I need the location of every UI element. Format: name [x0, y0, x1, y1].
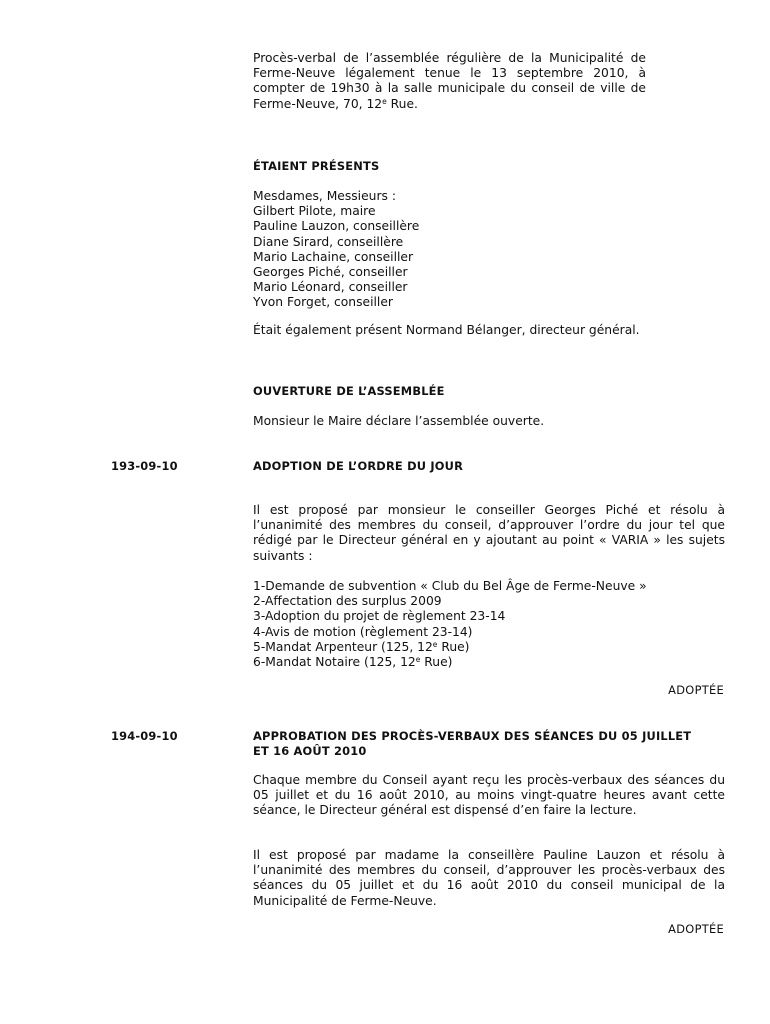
varia-item-text: 6-Mandat Notaire (125, 12	[253, 655, 416, 670]
varia-item-text: 5-Mandat Arpenteur (125, 12	[253, 639, 433, 654]
resolution-193-heading-block	[253, 459, 725, 474]
salutation: Mesdames, Messieurs :	[253, 189, 396, 203]
resolution-heading: ADOPTION DE L’ORDRE DU JOUR	[253, 459, 464, 473]
resolution-194-para1	[253, 773, 725, 819]
member-item: Gilbert Pilote, maire	[253, 204, 376, 219]
also-present	[253, 323, 725, 338]
varia-list	[253, 579, 725, 670]
member-item: Georges Piché, conseiller	[253, 265, 408, 280]
resolution-text: Il est proposé par monsieur le conseiller Georges Piché et résolu à l’unanimité des membres du conseil, d’approuver l’ordre du jour tel que rédigé par le Directeur général en y ajoutant au point « VARIA » les sujets suivants :	[253, 503, 725, 563]
varia-item-text-end: Rue)	[437, 639, 470, 654]
attendance-heading: ÉTAIENT PRÉSENTS	[253, 159, 380, 173]
varia-item: 2-Affectation des surplus 2009	[253, 594, 442, 609]
resolution-194-heading-block	[253, 729, 725, 759]
resolution-194-para2	[253, 848, 725, 909]
resolution-number: 194-09-10	[111, 729, 178, 743]
adoption-status: ADOPTÉE	[668, 922, 724, 936]
varia-item: 4-Avis de motion (règlement 23-14)	[253, 624, 473, 639]
intro-paragraph	[253, 51, 646, 112]
opening-heading: OUVERTURE DE L’ASSEMBLÉE	[253, 384, 445, 398]
attendance-list	[253, 189, 725, 311]
varia-item	[253, 655, 725, 670]
member-item: Yvon Forget, conseiller	[253, 295, 393, 310]
intro-text: Procès-verbal de l’assemblée régulière de la Municipalité de Ferme-Neuve légalement tenue le 13 septembre 2010, à compter de 19h30 à la salle municipale du conseil de ville de Ferme-Neuve, 70, 12	[253, 51, 646, 111]
adoption-status: ADOPTÉE	[668, 683, 724, 697]
opening-text: Monsieur le Maire déclare l’assemblée ouverte.	[253, 414, 545, 428]
varia-item: 3-Adoption du projet de règlement 23-14	[253, 609, 506, 624]
varia-item	[253, 640, 725, 655]
opening-section	[253, 384, 725, 399]
member-item: Mario Lachaine, conseiller	[253, 249, 414, 264]
opening-text-block	[253, 414, 725, 429]
member-item: Mario Léonard, conseiller	[253, 280, 408, 295]
resolution-193-body	[253, 503, 725, 564]
resolution-heading-line: ET 16 AOÛT 2010	[253, 744, 367, 759]
resolution-number: 193-09-10	[111, 459, 178, 473]
resolution-heading-line: APPROBATION DES PROCÈS-VERBAUX DES SÉANCES DU 05 JUILLET	[253, 729, 692, 743]
varia-item: 1-Demande de subvention « Club du Bel Âge de Ferme-Neuve »	[253, 579, 647, 593]
attendance-section	[253, 159, 725, 174]
also-present-text: Était également présent Normand Bélanger, directeur général.	[253, 323, 640, 337]
intro-text-end: Rue.	[386, 96, 418, 111]
resolution-text: Il est proposé par madame la conseillère Pauline Lauzon et résolu à l’unanimité des membres du conseil, d’approuver les procès-verbaux des séances du 05 juillet et du 16 août 2010 du conseil municipal de la Municipalité de Ferme-Neuve.	[253, 848, 725, 908]
member-item: Pauline Lauzon, conseillère	[253, 219, 420, 234]
member-item: Diane Sirard, conseillère	[253, 234, 404, 249]
varia-item-superscript: e	[415, 655, 421, 665]
resolution-text: Chaque membre du Conseil ayant reçu les procès-verbaux des séances du 05 juillet et du 16 août 2010, au moins vingt-quatre heures avant cette séance, le Directeur général est dispensé d’en faire la lecture.	[253, 773, 725, 818]
varia-item-text-end: Rue)	[420, 655, 453, 670]
varia-item-superscript: e	[432, 639, 438, 649]
intro-superscript: e	[382, 96, 387, 106]
